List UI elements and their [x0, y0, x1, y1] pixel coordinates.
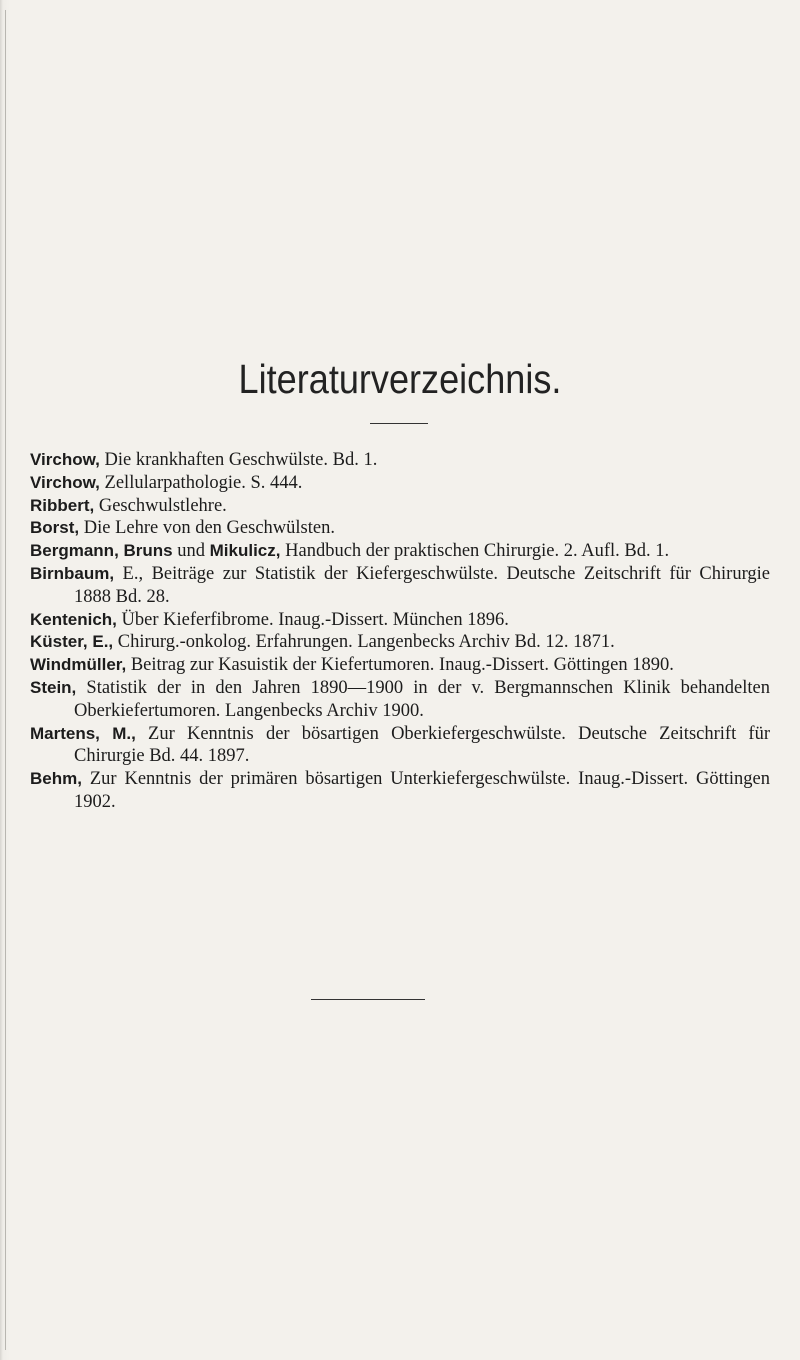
reference-entry [30, 609, 770, 632]
reference-text: Über Kieferfibrome. Inaug.-Dissert. München 1896. [116, 609, 509, 630]
reference-author: Küster, E., [30, 632, 114, 652]
page-edge-line [5, 10, 6, 1350]
reference-text: Chirurg.-onkolog. Erfahrungen. Langenbecks Archiv Bd. 12. 1871. [113, 632, 615, 653]
reference-author: Bergmann, Bruns [30, 541, 173, 561]
reference-entry [30, 631, 770, 654]
reference-entry [30, 768, 770, 814]
reference-text: Geschwulstlehre. [94, 495, 227, 516]
reference-entry [30, 472, 770, 495]
reference-text: Beitrag zur Kasuistik der Kiefertumoren. Inaug.-Dissert. Göttingen 1890. [126, 655, 674, 676]
reference-author: Virchow, [30, 450, 100, 469]
reference-list [30, 449, 770, 814]
reference-text: Statistik der in den Jahren 1890—1900 in der v. Bergmannschen Klinik behandelten Oberkiefertumoren. Langenbecks Archiv 1900. [74, 677, 770, 721]
reference-entry [30, 517, 770, 540]
title-divider [370, 423, 428, 424]
reference-text: Handbuch der praktischen Chirurgie. 2. Aufl. Bd. 1. [280, 541, 670, 562]
reference-author: Martens, M., [30, 723, 136, 743]
page-title: Literaturverzeichnis. [238, 356, 562, 402]
reference-text: Die Lehre von den Geschwülsten. [79, 518, 335, 539]
reference-text: E., Beiträge zur Statistik der Kiefergeschwülste. Deutsche Zeitschrift für Chirurgie 1888 Bd. 28. [74, 563, 770, 607]
reference-author: Behm, [30, 769, 82, 789]
reference-text: Zur Kenntnis der bösartigen Oberkiefergeschwülste. Deutsche Zeitschrift für Chirurgie Bd. 44. 1897. [74, 723, 770, 767]
reference-author: Mikulicz, [209, 541, 281, 561]
reference-author: Stein, [30, 677, 77, 697]
end-divider [311, 999, 425, 1000]
reference-entry [30, 677, 770, 723]
reference-text: Zur Kenntnis der primären bösartigen Unterkiefergeschwülste. Inaug.-Dissert. Göttingen 1902. [74, 769, 770, 812]
reference-text: und [172, 541, 210, 562]
reference-author: Birnbaum, [30, 563, 115, 583]
reference-entry [30, 723, 770, 769]
reference-author: Borst, [30, 518, 80, 538]
reference-entry [30, 495, 770, 518]
reference-entry [30, 449, 770, 472]
reference-author: Virchow, [30, 472, 100, 492]
reference-text: Zellularpathologie. S. 444. [99, 472, 303, 493]
reference-author: Kentenich, [30, 609, 117, 629]
reference-entry [30, 540, 770, 563]
reference-author: Ribbert, [30, 495, 95, 515]
reference-entry [30, 654, 770, 677]
reference-text: Die krankhaften Geschwülste. Bd. 1. [99, 450, 378, 470]
reference-entry [30, 563, 770, 609]
reference-author: Windmüller, [30, 655, 127, 675]
